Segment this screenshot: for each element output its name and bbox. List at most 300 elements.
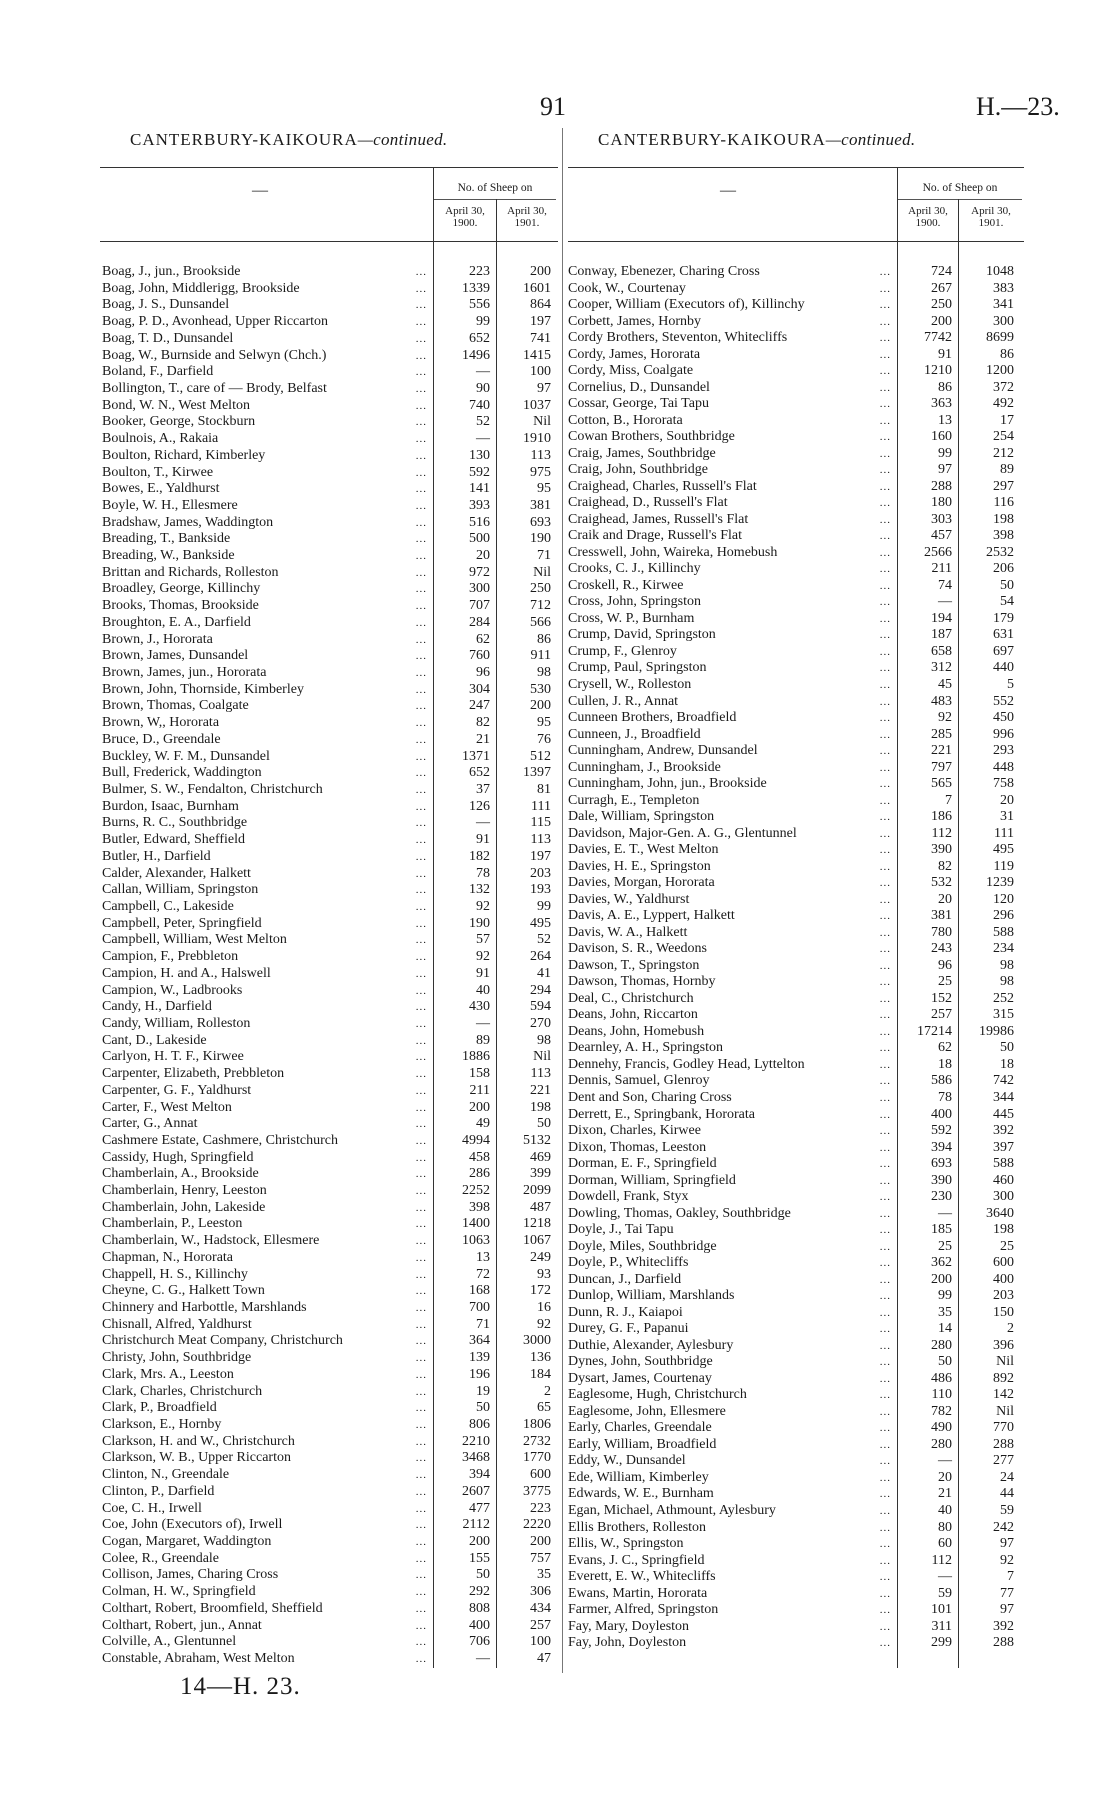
owner-cell — [102, 1116, 433, 1132]
sheep-count-1900: 652 — [469, 330, 490, 346]
sheep-count-1900: 592 — [931, 1123, 952, 1139]
owner-name: Cornelius, D., Dunsandel — [568, 379, 710, 395]
dot-leader: ... — [415, 1586, 427, 1599]
table-row — [102, 1450, 557, 1466]
sheep-count-1900: 200 — [469, 1099, 490, 1115]
owner-cell — [568, 760, 897, 776]
owner-cell — [102, 1283, 433, 1299]
sheep-count-1900: 1886 — [462, 1049, 490, 1065]
sheep-count-1901: 293 — [993, 743, 1014, 759]
sheep-count-1900: 808 — [469, 1600, 490, 1616]
sheep-count-1900: 99 — [938, 445, 952, 461]
owner-cell — [568, 1123, 897, 1139]
table-row — [102, 481, 557, 497]
owner-cell — [102, 715, 433, 731]
table-row — [568, 1586, 1020, 1602]
owner-cell — [568, 1255, 897, 1271]
sheep-count-1901: 2532 — [986, 544, 1014, 560]
owner-name: Crump, David, Springston — [568, 627, 716, 643]
owner-cell — [568, 545, 897, 561]
owner-cell — [102, 882, 433, 898]
sheep-count-1900: 35 — [938, 1304, 952, 1320]
owner-cell — [102, 849, 433, 865]
sheep-count-1900: 532 — [931, 875, 952, 891]
table-row — [568, 1569, 1020, 1585]
table-row — [102, 264, 557, 280]
table-row — [568, 429, 1020, 445]
owner-name: Dale, William, Springston — [568, 809, 715, 825]
owner-cell — [102, 1083, 433, 1099]
owner-name: Clarkson, H. and W., Christchurch — [102, 1433, 295, 1449]
dot-leader: ... — [415, 900, 427, 913]
owner-name: Cordy, James, Hororata — [568, 346, 701, 362]
dot-leader: ... — [879, 1604, 891, 1617]
owner-name: Boag, J. S., Dunsandel — [102, 297, 230, 313]
owner-cell — [568, 1437, 897, 1453]
owner-name: Cunningham, Andrew, Dunsandel — [568, 743, 758, 759]
owner-cell — [568, 1189, 897, 1205]
dot-leader: ... — [415, 1636, 427, 1649]
sheep-count-1900: 14 — [938, 1321, 952, 1337]
dot-leader: ... — [879, 431, 891, 444]
dot-leader: ... — [415, 1418, 427, 1431]
dot-leader: ... — [879, 1339, 891, 1352]
sheep-count-1900: 52 — [476, 414, 490, 430]
owner-name: Dennehy, Francis, Godley Head, Lyttelton — [568, 1056, 805, 1072]
owner-cell — [568, 413, 897, 429]
dot-leader: ... — [879, 662, 891, 675]
table-row — [102, 665, 557, 681]
owner-cell — [102, 682, 433, 698]
owner-name: Craighead, James, Russell's Flat — [568, 511, 749, 527]
table-row — [102, 531, 557, 547]
owner-cell — [568, 561, 897, 577]
sheep-count-1900: 490 — [931, 1420, 952, 1436]
table-row — [568, 958, 1020, 974]
table-row — [102, 465, 557, 481]
owner-name: Cassidy, Hugh, Springfield — [102, 1149, 254, 1165]
sheep-count-1900: 101 — [931, 1602, 952, 1618]
sheep-count-1901: 381 — [530, 497, 551, 513]
dot-leader: ... — [415, 483, 427, 496]
sheep-count-1901: 111 — [531, 798, 551, 814]
table-row — [102, 1350, 557, 1366]
owner-cell — [568, 1453, 897, 1469]
dot-leader: ... — [415, 951, 427, 964]
owner-cell — [102, 1267, 433, 1283]
owner-cell — [102, 983, 433, 999]
sheep-count-1901: 100 — [530, 364, 551, 380]
sheep-count-1900: 363 — [931, 396, 952, 412]
table-row — [568, 446, 1020, 462]
sheep-count-1901: 300 — [993, 313, 1014, 329]
sheep-count-1900: 457 — [931, 528, 952, 544]
sheep-count-1901: 8699 — [986, 330, 1014, 346]
sheep-count-1900: 40 — [938, 1503, 952, 1518]
sheep-count-1901: 448 — [993, 759, 1014, 775]
owner-cell — [102, 1517, 433, 1533]
owner-name: Colville, A., Glentunnel — [102, 1634, 237, 1650]
owner-name: Farmer, Alfred, Springston — [568, 1602, 719, 1618]
table-row — [102, 1634, 557, 1650]
sheep-count-1901: 198 — [993, 511, 1014, 527]
owner-name: Bollington, T., care of — Brody, Belfast — [102, 380, 327, 396]
owner-cell — [568, 363, 897, 379]
dot-leader: ... — [879, 629, 891, 642]
table-row — [102, 999, 557, 1015]
sheep-count-1901: 172 — [530, 1283, 551, 1299]
dot-leader: ... — [879, 1141, 891, 1154]
dot-leader: ... — [415, 449, 427, 462]
owner-name: Campbell, William, West Melton — [102, 932, 287, 948]
sheep-count-1901: 35 — [537, 1567, 551, 1583]
owner-name: Chamberlain, A., Brookside — [102, 1166, 259, 1182]
owner-name: Davison, S. R., Weedons — [568, 941, 708, 957]
sheep-count-1900: 99 — [476, 314, 490, 330]
sheep-count-1900: 390 — [931, 1172, 952, 1188]
sheep-count-1901: 487 — [530, 1199, 551, 1215]
table-row — [568, 925, 1020, 941]
sheep-count-1900: 247 — [469, 698, 490, 714]
sheep-count-1901: 252 — [993, 990, 1014, 1006]
footer-reference: 14—H. 23. — [180, 1673, 301, 1700]
left-column-title — [130, 130, 447, 150]
table-row — [568, 363, 1020, 379]
owner-name: Dennis, Samuel, Glenroy — [568, 1073, 710, 1089]
table-row — [102, 1166, 557, 1182]
table-row — [568, 660, 1020, 676]
owner-cell — [568, 776, 897, 792]
owner-cell — [568, 644, 897, 660]
sheep-count-1900: 60 — [938, 1536, 952, 1552]
table-row — [102, 1601, 557, 1617]
sheep-count-1901: 97 — [537, 380, 551, 396]
title-suffix: —continued. — [357, 130, 448, 149]
dot-leader: ... — [879, 926, 891, 939]
sheep-count-1900: 37 — [476, 782, 490, 797]
sheep-count-1900: 556 — [469, 297, 490, 313]
table-row — [568, 561, 1020, 577]
owner-cell — [102, 1166, 433, 1182]
dot-leader: ... — [415, 700, 427, 713]
sheep-count-1901: 1910 — [523, 431, 551, 447]
sheep-count-1900: 190 — [469, 915, 490, 931]
sheep-count-1900: 1371 — [462, 748, 490, 764]
dot-leader: ... — [879, 1125, 891, 1138]
dot-leader: ... — [415, 349, 427, 362]
sheep-count-1900: 92 — [476, 949, 490, 965]
sheep-count-1901: 693 — [530, 514, 551, 530]
owner-name: Dowling, Thomas, Oakley, Southbridge — [568, 1205, 791, 1221]
sheep-count-1900: 89 — [476, 1032, 490, 1048]
owner-name: Cheyne, C. G., Halkett Town — [102, 1283, 265, 1299]
sheep-count-1900: 364 — [469, 1333, 490, 1349]
dot-leader: ... — [879, 546, 891, 559]
owner-name: Crysell, W., Rolleston — [568, 677, 692, 692]
owner-name: Boag, P. D., Avonhead, Upper Riccarton — [102, 314, 329, 330]
owner-cell — [568, 859, 897, 875]
dot-leader: ... — [879, 778, 891, 791]
owner-cell — [102, 498, 433, 514]
owner-cell — [102, 515, 433, 531]
owner-cell — [568, 1553, 897, 1569]
dot-leader: ... — [879, 1306, 891, 1319]
owner-name: Clark, P., Broadfield — [102, 1400, 217, 1416]
dot-leader: ... — [879, 464, 891, 477]
dot-leader: ... — [879, 910, 891, 923]
owner-cell — [568, 1619, 897, 1635]
sheep-count-1900: 2566 — [924, 544, 952, 560]
table-row — [568, 627, 1020, 643]
sheep-count-1900: 82 — [938, 858, 952, 874]
dot-leader: ... — [879, 596, 891, 609]
sheep-count-1901: 65 — [537, 1400, 551, 1416]
sheep-count-1900: 50 — [476, 1400, 490, 1416]
sheep-count-1900: 112 — [931, 1552, 952, 1568]
dot-leader: ... — [879, 1273, 891, 1286]
dot-leader: ... — [415, 1368, 427, 1381]
owner-cell — [102, 1233, 433, 1249]
sheep-count-1901: 5 — [1007, 677, 1014, 692]
owner-cell — [102, 1601, 433, 1617]
dot-leader: ... — [879, 1009, 891, 1022]
dot-leader: ... — [415, 332, 427, 345]
owner-cell — [102, 281, 433, 297]
header-bottom-rule — [100, 241, 558, 242]
owner-cell — [102, 1534, 433, 1550]
sheep-count-1901: 71 — [537, 548, 551, 564]
dot-leader: ... — [879, 645, 891, 658]
sheep-count-1901: 264 — [530, 949, 551, 965]
sheep-count-1901: 392 — [993, 1618, 1014, 1634]
sheep-count-1900: 592 — [469, 464, 490, 480]
owner-cell — [102, 949, 433, 965]
owner-cell — [568, 1404, 897, 1420]
owner-name: Cowan Brothers, Southbridge — [568, 429, 735, 445]
sheep-count-1901: 113 — [530, 1066, 551, 1082]
dot-leader: ... — [879, 1191, 891, 1204]
sheep-count-1901: 16 — [537, 1300, 551, 1316]
sheep-count-1901: 975 — [530, 464, 551, 480]
table-row — [568, 776, 1020, 792]
sheep-count-1900: 311 — [931, 1618, 952, 1634]
owner-name: Craig, James, Southbridge — [568, 445, 716, 461]
dot-leader: ... — [415, 1068, 427, 1081]
sheep-count-1900: 168 — [469, 1283, 490, 1299]
dot-leader: ... — [415, 967, 427, 980]
owner-cell — [568, 528, 897, 544]
table-row — [102, 615, 557, 631]
owner-name: Cogan, Margaret, Waddington — [102, 1533, 272, 1549]
owner-cell — [568, 1288, 897, 1304]
dot-leader: ... — [879, 1042, 891, 1055]
table-row — [568, 1090, 1020, 1106]
dot-leader: ... — [879, 1505, 891, 1517]
dot-leader: ... — [415, 399, 427, 412]
table-row — [102, 832, 557, 848]
owner-name: Boag, W., Burnside and Selwyn (Chch.) — [102, 347, 327, 363]
owner-cell — [102, 1066, 433, 1082]
table-row — [102, 1467, 557, 1483]
sheep-count-1900: 78 — [938, 1090, 952, 1105]
dot-leader: ... — [415, 1118, 427, 1131]
owner-name: Doyle, Miles, Southbridge — [568, 1238, 717, 1254]
table-row — [102, 849, 557, 865]
table-row — [102, 715, 557, 731]
table-row — [102, 983, 557, 999]
sheep-count-1901: 190 — [530, 531, 551, 547]
sheep-count-1901: 184 — [530, 1366, 551, 1382]
owner-cell — [568, 1470, 897, 1486]
owner-name: Boulnois, A., Rakaia — [102, 431, 219, 447]
owner-cell — [568, 1371, 897, 1387]
owner-name: Brittan and Richards, Rolleston — [102, 564, 279, 580]
sheep-count-1900: 299 — [931, 1635, 952, 1651]
dot-leader: ... — [879, 579, 891, 592]
sheep-count-1901: 566 — [530, 614, 551, 630]
sheep-count-1901: 530 — [530, 681, 551, 697]
table-row — [102, 598, 557, 614]
sheep-count-1900: 1063 — [462, 1233, 490, 1249]
sheep-count-1900: 972 — [469, 564, 490, 580]
sheep-count-1900: 486 — [931, 1370, 952, 1386]
dot-leader: ... — [879, 695, 891, 708]
table-row — [102, 1066, 557, 1082]
table-row — [568, 1024, 1020, 1040]
sheep-count-1901: 25 — [1000, 1238, 1014, 1254]
sheep-count-1900: 586 — [931, 1073, 952, 1089]
dot-leader: ... — [879, 1323, 891, 1336]
table-row — [568, 1173, 1020, 1189]
page-column-separator — [562, 128, 563, 1673]
sheep-count-1900: 211 — [469, 1082, 490, 1098]
table-row — [102, 1333, 557, 1349]
sheep-count-1900: 187 — [931, 627, 952, 643]
dot-leader: ... — [415, 1569, 427, 1582]
sheep-count-1900: 223 — [469, 264, 490, 279]
sheep-count-1901: 3640 — [986, 1205, 1014, 1221]
table-row — [102, 1116, 557, 1132]
sheep-count-group-header: No. of Sheep on — [922, 182, 998, 194]
owner-name: Corbett, James, Hornby — [568, 313, 701, 329]
owner-name: Deal, C., Christchurch — [568, 990, 694, 1006]
dot-leader: ... — [879, 794, 891, 807]
table-row — [568, 760, 1020, 776]
dot-leader: ... — [415, 1469, 427, 1482]
owner-name: Cross, John, Springston — [568, 594, 702, 610]
sheep-count-1901: 24 — [1000, 1469, 1014, 1485]
owner-cell — [568, 1140, 897, 1156]
dot-leader: ... — [879, 530, 891, 543]
sheep-count-1901: 100 — [530, 1634, 551, 1650]
sheep-count-1901: 383 — [993, 280, 1014, 296]
sheep-count-1901: 1218 — [523, 1216, 551, 1232]
owner-name: Deans, John, Riccarton — [568, 1007, 698, 1023]
owner-cell — [102, 1183, 433, 1199]
sheep-count-1900: 267 — [931, 280, 952, 296]
owner-name: Breading, W., Bankside — [102, 548, 235, 564]
owner-name: Crooks, C. J., Killinchy — [568, 561, 701, 577]
owner-cell — [568, 1354, 897, 1370]
sheep-count-1901: 396 — [993, 1337, 1014, 1353]
table-row — [102, 1300, 557, 1316]
table-row — [568, 677, 1020, 693]
table-row — [102, 648, 557, 664]
owner-cell — [102, 1367, 433, 1383]
dot-leader: ... — [415, 784, 427, 796]
name-column-header: — — [252, 182, 268, 199]
sheep-count-1900: 17214 — [917, 1023, 952, 1039]
dot-leader: ... — [415, 1452, 427, 1465]
owner-cell — [102, 1501, 433, 1517]
owner-name: Davidson, Major-Gen. A. G., Glentunnel — [568, 825, 797, 841]
sheep-count-1900: 62 — [476, 631, 490, 647]
table-row — [102, 498, 557, 514]
table-row — [568, 413, 1020, 429]
owner-name: Duthie, Alexander, Aylesbury — [568, 1337, 734, 1353]
owner-name: Campion, F., Prebbleton — [102, 949, 239, 965]
sheep-count-1900: 280 — [931, 1436, 952, 1452]
dot-leader: ... — [879, 959, 891, 972]
owner-name: Cook, W., Courtenay — [568, 280, 686, 296]
sheep-count-1901: Nil — [533, 564, 551, 580]
dot-leader: ... — [879, 282, 891, 295]
sheep-count-1901: 1415 — [523, 347, 551, 363]
sheep-count-1900: 394 — [469, 1467, 490, 1483]
owner-cell — [102, 348, 433, 364]
owner-name: Eddy, W., Dunsandel — [568, 1453, 686, 1469]
sheep-count-1901: 200 — [530, 264, 551, 279]
owner-name: Clinton, N., Greendale — [102, 1467, 230, 1483]
owner-cell — [102, 398, 433, 414]
table-row — [568, 1107, 1020, 1123]
dot-leader: ... — [415, 800, 427, 813]
owner-cell — [102, 364, 433, 380]
sheep-count-1900: 381 — [931, 908, 952, 924]
sheep-count-1901: 552 — [993, 693, 1014, 709]
dot-leader: ... — [879, 1290, 891, 1303]
sheep-count-1901: 1239 — [986, 875, 1014, 891]
col-header-1901: April 30, 1901. — [507, 205, 547, 229]
sheep-count-1900: 1496 — [462, 347, 490, 363]
dot-leader: ... — [879, 612, 891, 625]
region-title: CANTERBURY-KAIKOURA — [130, 130, 358, 149]
sheep-count-1901: 2732 — [523, 1433, 551, 1449]
owner-name: Chamberlain, Henry, Leeston — [102, 1183, 267, 1199]
table-row — [568, 1206, 1020, 1222]
sheep-count-1901: 179 — [993, 610, 1014, 626]
owner-cell — [102, 1350, 433, 1366]
table-row — [568, 1338, 1020, 1354]
table-row — [568, 710, 1020, 726]
owner-cell — [102, 1618, 433, 1634]
sheep-count-1900: — — [938, 594, 952, 610]
owner-cell — [568, 578, 897, 594]
table-row — [568, 462, 1020, 478]
sheep-count-1900: 50 — [476, 1567, 490, 1583]
owner-name: Dunlop, William, Marshlands — [568, 1288, 735, 1304]
sheep-count-1901: 92 — [537, 1316, 551, 1332]
owner-name: Ellis Brothers, Rolleston — [568, 1519, 707, 1535]
table-row — [568, 743, 1020, 759]
table-row — [102, 1384, 557, 1400]
owner-name: Coe, C. H., Irwell — [102, 1500, 202, 1516]
sheep-count-1901: 59 — [1000, 1503, 1014, 1518]
owner-name: Colman, H. W., Springfield — [102, 1584, 256, 1600]
dot-leader: ... — [879, 513, 891, 526]
owner-cell — [102, 448, 433, 464]
sheep-count-1901: 1037 — [523, 397, 551, 413]
